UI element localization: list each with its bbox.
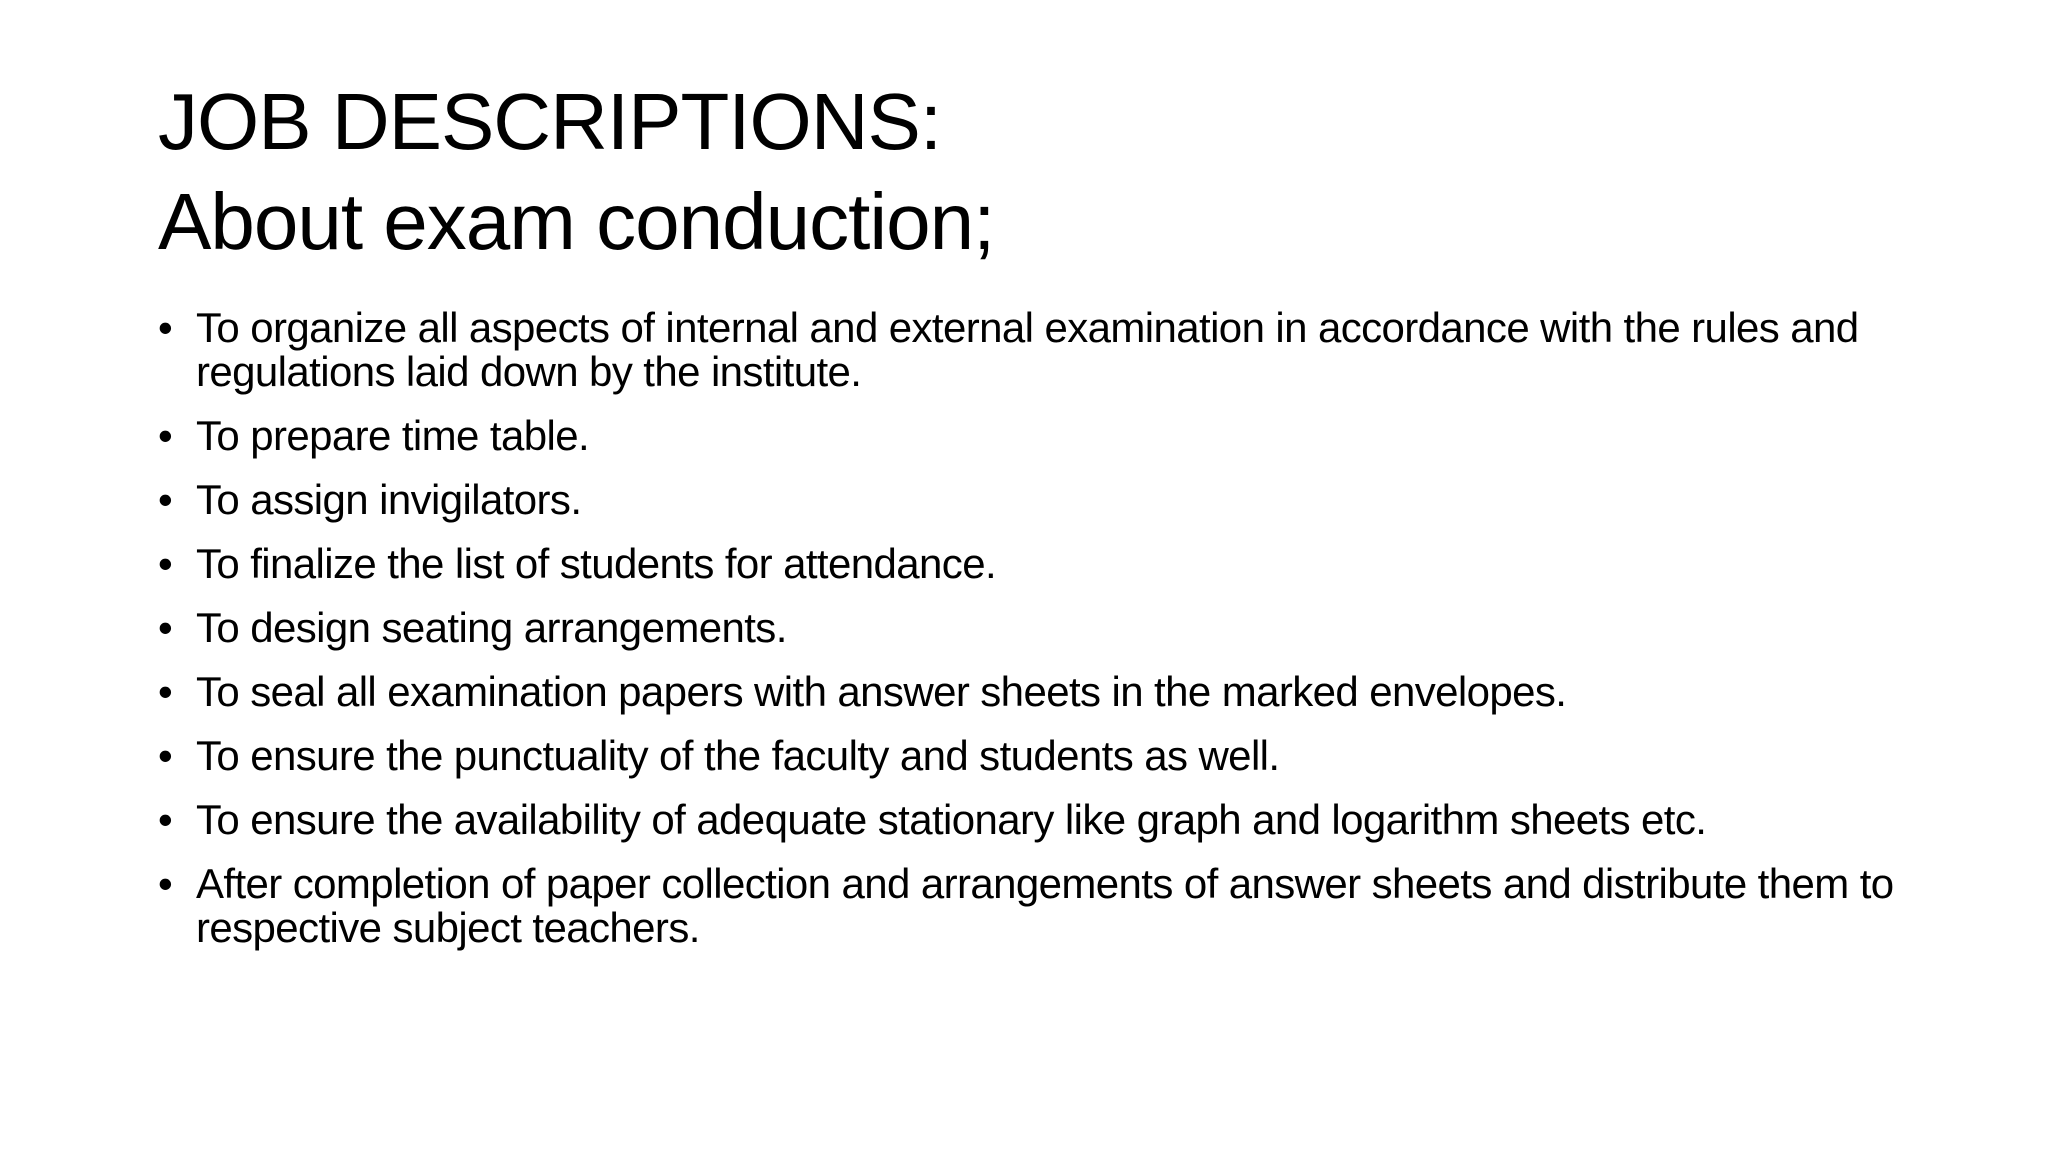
bullet-item xyxy=(158,478,1918,522)
bullet-text: After completion of paper collection and arrangements of answer sheets and distribute them to respective subject teachers. xyxy=(196,860,1894,951)
bullet-dot-icon: • xyxy=(158,412,173,459)
bullet-list xyxy=(158,306,1918,970)
bullet-dot-icon: • xyxy=(158,604,173,651)
bullet-text: To design seating arrangements. xyxy=(196,604,787,651)
bullet-text: To assign invigilators. xyxy=(196,476,582,523)
bullet-text: To seal all examination papers with answer sheets in the marked envelopes. xyxy=(196,668,1567,715)
bullet-item xyxy=(158,734,1918,778)
bullet-dot-icon: • xyxy=(158,476,173,523)
bullet-dot-icon: • xyxy=(158,668,173,715)
bullet-dot-icon: • xyxy=(158,540,173,587)
title-line-2: About exam conduction; xyxy=(158,177,995,266)
bullet-item xyxy=(158,798,1918,842)
bullet-text: To ensure the availability of adequate stationary like graph and logarithm sheets etc. xyxy=(196,796,1707,843)
bullet-text: To ensure the punctuality of the faculty and students as well. xyxy=(196,732,1280,779)
bullet-item xyxy=(158,306,1918,394)
bullet-item xyxy=(158,542,1918,586)
title-line-1: JOB DESCRIPTIONS: xyxy=(158,77,942,166)
bullet-item xyxy=(158,414,1918,458)
bullet-item xyxy=(158,606,1918,650)
bullet-dot-icon: • xyxy=(158,860,173,907)
bullet-dot-icon: • xyxy=(158,304,173,351)
bullet-text: To finalize the list of students for attendance. xyxy=(196,540,997,587)
bullet-dot-icon: • xyxy=(158,732,173,779)
bullet-text: To prepare time table. xyxy=(196,412,590,459)
bullet-item xyxy=(158,862,1918,950)
bullet-item xyxy=(158,670,1918,714)
bullet-text: To organize all aspects of internal and external examination in accordance with the rules and regulations laid down by the institute. xyxy=(196,304,1859,395)
bullet-dot-icon: • xyxy=(158,796,173,843)
slide-title xyxy=(158,72,1918,272)
